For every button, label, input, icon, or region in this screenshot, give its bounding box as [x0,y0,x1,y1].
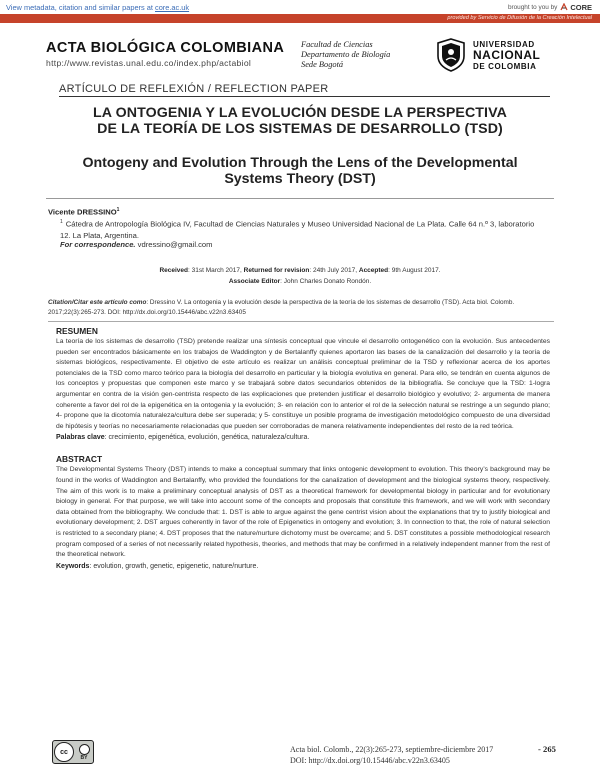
received-label: Received [159,267,188,274]
resumen-text: La teoría de los sistemas de desarrollo (TSD) pretende realizar una síntesis conceptual que vincule el desarrollo ontogenético con la evolución. Sus antecedentes pueden ser encontrados básicamente en los trabajos de Waddington y de Bertalanffy quienes aportaron las bases de la canalización del desarrollo y la teoría de sistemas biológicos, respectivamente. El objetivo de este artículo es realizar un análisis conceptual preliminar de la TSD y reflexionar acerca de los aportes potenciales de la TSD como marco teórico para la biología del desarrollo en particular y la biología evolutiva en general. Para ello, se tendrán en cuenta algunos de los conceptos y propuestas que componen este marco y se trabajará sobre datos secundarios obtenidos de la bibliografía. Se concluye que la TSD: 1-logra argumentar en contra de la visión gen-centrista respecto de las explicaciones que pretenden justificar el desarrollo biológico y evolutivo; 2- argumenta de manera coherente a favor del rol de la epigenética en la ontogenia y la evolución; 3- en relación con lo anterior el rol de la selección natural se restringe a un segundo plano; 4- propone que la dicotomía naturaleza/cultura debe ser superada; y 5- constituye un posible programa de investigación metodológico compuesto de una diversidad de hipótesis y teorías no necesariamente relacionadas que pueden ser corroboradas de manera relativamente independientes del resto de la red teórica. [56,338,550,430]
campus-line: Sede Bogotá [301,60,344,69]
abstract-box [48,321,554,572]
editor-label: Associate Editor [228,278,281,285]
core-metadata-text: View metadata, citation and similar papers at [6,2,155,12]
abstract-kw-values: : evolution, growth, genetic, epigenetic, nature/nurture. [89,562,259,570]
title-es-line1: LA ONTOGENIA Y LA EVOLUCIÓN DESDE LA PERSPECTIVA [93,105,507,121]
core-logo [560,3,592,12]
journal-url[interactable]: http://www.revistas.unal.edu.co/index.php/actabiol [46,58,252,68]
cc-by-badge[interactable] [52,740,94,764]
resumen-kw-values: : crecimiento, epigenética, evolución, genética, naturaleza/cultura. [104,434,310,442]
editor-name: : John Charles Donato Rondón. [280,278,372,285]
core-brand-name: CORE [570,2,592,12]
faculty-block [301,40,390,70]
core-provided-by: provided by Servicio de Difusión de la Creación Intelectual [0,14,600,23]
brought-by-text: brought to you by [507,3,558,11]
journal-name: ACTA BIOLÓGICA COLOMBIANA [46,40,285,56]
title-en-line2: Systems Theory (DST) [224,171,376,187]
title-spanish [40,105,560,137]
correspondence-email[interactable]: vdressino@gmail.com [137,240,213,249]
cc-icon: cc [54,742,74,762]
resumen-heading: RESUMEN [56,326,98,336]
article-dates [40,265,560,287]
page-number [538,744,556,754]
revision-date: : 24th July 2017, [309,267,359,274]
resumen-keywords [48,432,554,443]
university-name [473,39,540,72]
received-date: : 31st March 2017, [187,267,244,274]
accepted-date: : 9th August 2017. [388,267,441,274]
journal-header [46,40,284,68]
correspondence-label: For correspondence. [60,240,136,249]
affiliation-text: Cátedra de Antropología Biológica IV, Facultad de Ciencias Naturales y Museo Universidad Nacional de La Plata. Calle 64 n.º 3, laboratorio 12. La Plata, Argentina. [60,219,535,240]
core-metadata-link[interactable] [6,3,189,12]
by-block [75,741,93,763]
by-label: BY [80,754,88,761]
shield-seal-icon [436,38,466,72]
abstract-heading: ABSTRACT [56,454,103,465]
core-brand[interactable] [508,3,592,12]
department-line: Departamento de Biología [301,50,391,59]
affiliation [60,217,540,241]
title-english [40,155,560,187]
title-es-line2: DE LA TEORÍA DE LOS SISTEMAS DE DESARROLLO (TSD) [97,121,503,137]
abstract-keywords [48,561,554,572]
section-label: ARTÍCULO DE REFLEXIÓN / REFLECTION PAPER [59,83,550,97]
revision-label: Returned for revision [243,267,310,274]
core-logo-icon [560,3,568,11]
university-logo [436,38,540,72]
correspondence [60,240,212,249]
person-icon [79,744,90,755]
accepted-label: Accepted [358,267,389,274]
page-number-value: 265 [543,744,556,754]
author-name: Vicente DRESSINO [48,207,117,217]
core-domain-link[interactable]: core.ac.uk [155,2,190,12]
citation-text: : Dressino V. La ontogenia y la evolución desde la perspectiva de la teoría de los sistemas de desarrollo (TSD). Acta biol. Colomb. 2017;22(3):265-273. DOI: http://dx.doi.org/10.15446/abc.v22n3.63405 [48,299,515,316]
university-line1: UNIVERSIDAD [473,39,535,49]
author [48,207,119,217]
abstract-kw-label: Keywords [56,562,90,570]
abstract-text: The Developmental Systems Theory (DST) intends to make a conceptual summary that links ontogenic development to evolution. This theory’s background may be found in the works of Waddington and Bertalanffy, who provided the foundations for the canalization of development and the biological systems theory, respectively. The aim of this work is to make a preliminary conceptual analysis of DST as a theoretical framework for developmental biology in particular and for evolutionary biology in general. For that purpose, we will take into account some of the concepts and proposals that constitute this framework, and we will work with secondary data obtained from the bibliography. We conclude that: 1. DST is able to argue against the gene centrist vision about the explanations that try to justify biological and evolutionary development; 2. DST argues coherently in favor of the role of Epigenetics in ontogeny and evolution; 3. In connection to that, the role of natural selection is restricted to a secondary plane; 4. DST proposes that the nature/nurture dichotomy must be overcame; and 5. DST constitutes a possible methodological research program composed of a series of not necessarily related hypothesis, theories, and methods that may be confirmed in a relatively independent manner from the rest of the theoretical network. [56,466,550,559]
resumen-kw-label: Palabras clave [56,434,105,442]
footer-journal-ref: Acta biol. Colomb., 22(3):265-273, septiembre-diciembre 2017 [290,745,494,754]
faculty-line: Facultad de Ciencias [301,40,373,49]
citation-label: Citation/Citar este artículo como [48,299,147,306]
title-divider [46,198,554,199]
footer-doi[interactable]: DOI: http://dx.doi.org/10.15446/abc.v22n3.63405 [290,756,450,765]
footer-reference [290,744,493,766]
university-line2: NACIONAL [473,47,541,62]
title-en-line1: Ontogeny and Evolution Through the Lens of the Developmental [82,155,518,171]
university-line3: DE COLOMBIA [473,61,537,71]
author-sup: 1 [116,207,120,213]
affiliation-sup: 1 [60,219,63,225]
page-prefix: - [538,744,544,754]
citation [48,298,554,318]
core-banner [0,0,600,25]
